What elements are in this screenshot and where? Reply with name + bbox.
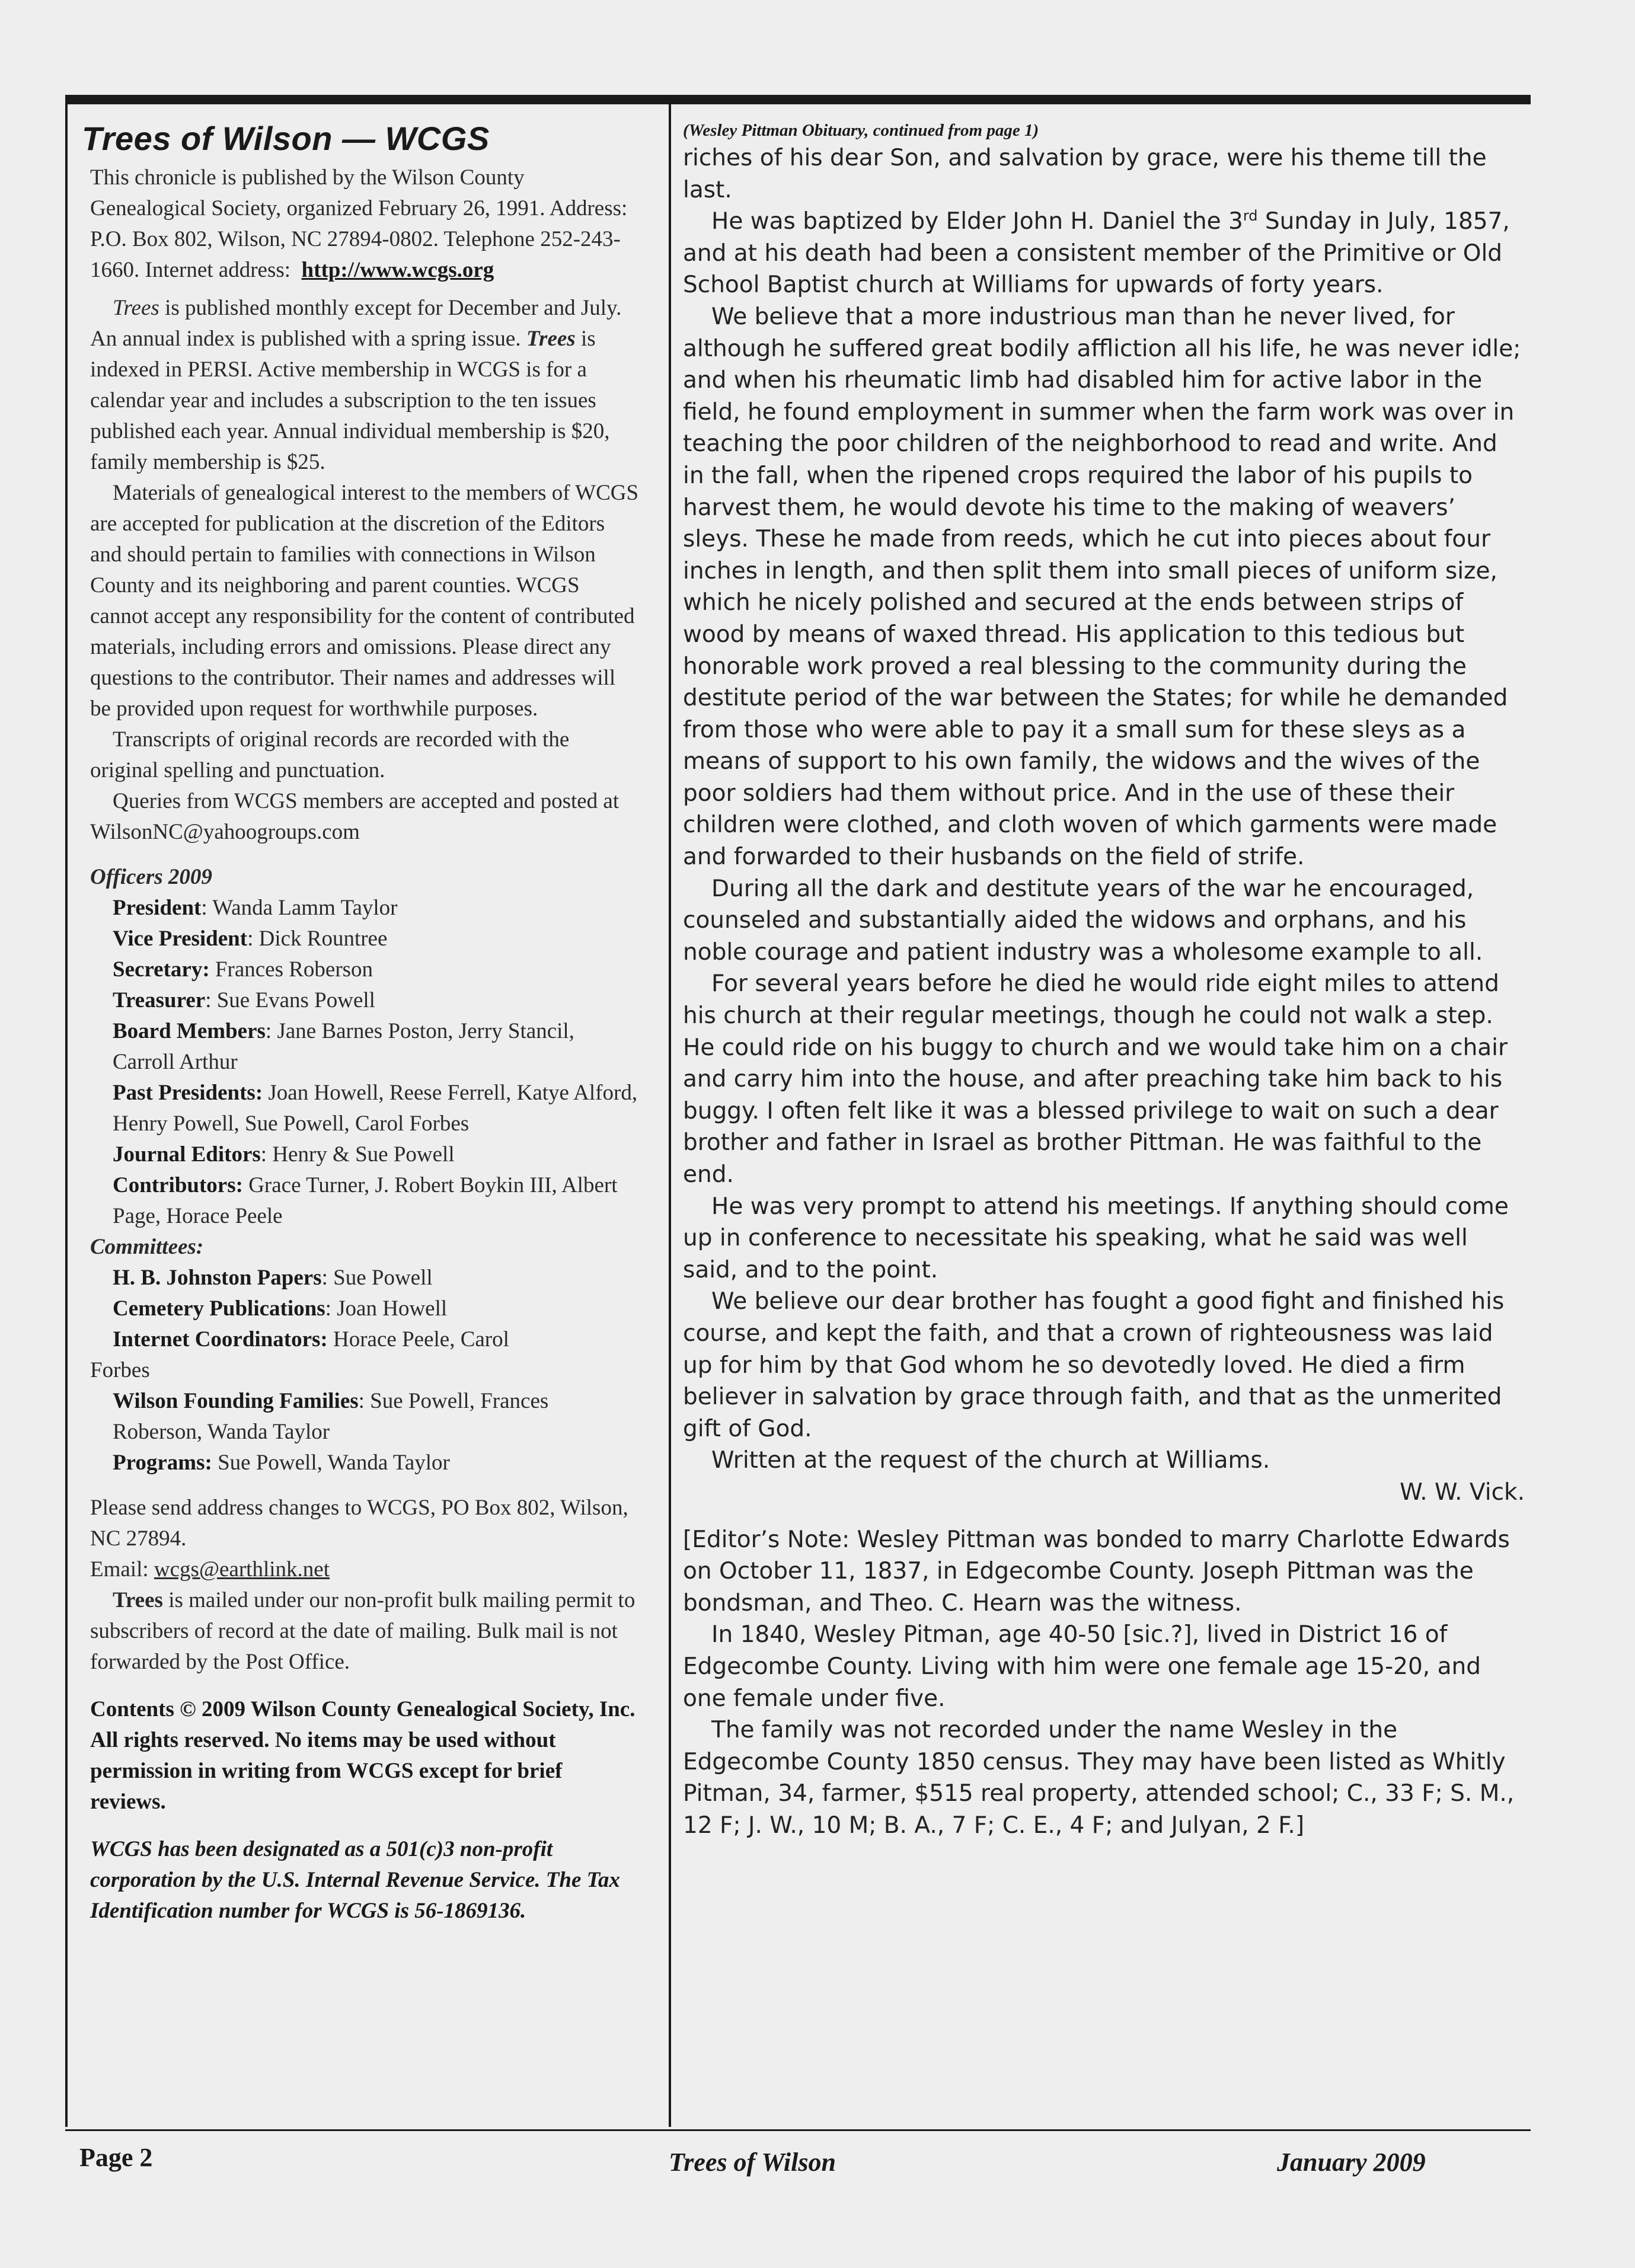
role-value: Grace Turner, J. Robert Boykin III, Albert Page, Horace Peele [113,1173,618,1228]
role-value: : Sue Powell [321,1266,433,1290]
role-value: : Wanda Lamm Taylor [201,896,398,920]
role-label: Vice President [113,927,248,951]
footer-title: Trees of Wilson [669,2148,836,2177]
ordinal-suffix: rd [1243,207,1258,225]
role-label: Wilson Founding Families [113,1389,359,1413]
role-value: : Sue Evans Powell [205,988,375,1012]
obituary-signature: W. W. Vick. [1400,1478,1525,1506]
email-link[interactable]: wcgs@earthlink.net [154,1557,330,1582]
role-value: : Henry & Sue Powell [260,1142,455,1167]
committee-programs [90,1448,641,1478]
officer-president [90,893,641,924]
continued-header: (Wesley Pittman Obituary, continued from page 1) [683,121,1039,140]
top-rule [65,95,1531,104]
mailing-text: is mailed under our non-profit bulk mailing permit to subscribers of record at the date of mailing. Bulk mail is not forwarded by the Post Office. [90,1588,636,1674]
paragraph-text: He was baptized by Elder John H. Daniel the 3 [711,208,1243,235]
officers-heading: Officers 2009 [90,865,212,889]
paragraph-text: Sunday in July, 1857, and at his death had been a consistent member of the Primitive or Old School Baptist church at Williams for upwards of forty years. [683,208,1510,299]
bottom-rule [65,2129,1531,2131]
role-value: : Sue Powell, Frances Roberson, Wanda Taylor [113,1389,549,1444]
obituary-column [683,119,1525,1841]
masthead-title: Trees of Wilson — WCGS [82,120,490,157]
editor-note-paragraph: The family was not recorded under the name Wesley in the Edgecombe County 1850 census. They may have been listed as Whitly Pitman, 34, farmer, $515 real property, attended school; C., 33 F; S. M., 12 F; J. W., 10 M; B. A., 7 F; C. E., 4 F; and Julyan, 2 F.] [683,1717,1515,1839]
trees-name: Trees [113,296,159,320]
materials-paragraph: Materials of genealogical interest to the members of WCGS are accepted for publication at the discretion of the Editors and should pertain to families with connections in Wilson County and its neighboring and parent counties. WCGS cannot accept any responsibility for the content of contributed materials, including errors and omissions. Please direct any questions to the contributor. Their names and addresses will be provided upon request for worthwhile purposes. [90,481,639,721]
committee-internet-cont: Forbes [90,1358,150,1382]
obituary-paragraph: riches of his dear Son, and salvation by grace, were his theme till the last. [683,145,1487,203]
email-line [90,1554,641,1585]
role-label: Treasurer [113,988,206,1012]
officer-secretary [90,954,641,985]
page-footer [0,2142,1635,2190]
role-label: Cemetery Publications [113,1296,325,1321]
footer-date: January 2009 [1277,2148,1426,2177]
transcripts-paragraph: Transcripts of original records are recorded with the original spelling and punctuation. [90,727,570,782]
committee-cemetery [90,1293,641,1324]
committees-heading: Committees: [90,1235,204,1259]
published-text: is published monthly except for December and July. An annual index is published with a spring issue. [90,296,622,351]
role-label: H. B. Johnston Papers [113,1266,322,1290]
editor-note-paragraph: In 1840, Wesley Pitman, age 40-50 [sic.?], lived in District 16 of Edgecombe County. Living with him were one female age 15-20, and one female under five. [683,1621,1481,1712]
trees-name-2: Trees [526,327,576,351]
obituary-paragraph: We believe that a more industrious man than he never lived, for although he suffered great bodily affliction all his life, he was never idle; and when his rheumatic limb had disabled him for active labor in the field, he found employment in summer when the farm work was over in teaching the poor children of the neighborhood to read and write. And in the fall, when the ripened crops required the labor of his pupils to harvest them, he would devote his time to the making of weavers’ sleys. These he made from reeds, which he cut into pieces about four inches in length, and then split them into small pieces of uniform size, which he nicely polished and secured at the ends between strips of wood by means of waxed thread. His application to this tedious but honorable work proved a real blessing to the community during the destitute period of the war between the States; for while he demanded from those who were able to pay it a small sum for these sleys as a means of support to his own family, the widows and the wives of the poor soldiers had them without price. And in the use of these their children were clothed, and cloth woven of which garments were made and forwarded to their husbands on the field of strife. [683,303,1521,871]
obituary-paragraph: During all the dark and destitute years of the war he encouraged, counseled and substantially aided the widows and orphans, and his noble courage and patient industry was a wholesome example to all. [683,875,1483,966]
trees-name-3: Trees [113,1588,163,1612]
role-label: Secretary: [113,957,210,982]
role-label: President [113,896,202,920]
role-label: Internet Coordinators: [113,1327,328,1352]
role-label: Contributors: [113,1173,243,1197]
obituary-paragraph: For several years before he died he would ride eight miles to attend his church at their regular meetings, though he could not walk a step. He could ride on his buggy to church and we would take him on a chair and carry him into the house, and after preaching take him back to his buggy. I often felt like it was a blessed privilege to wait on such a dear brother and father in Israel as brother Pittman. He was faithful to the end. [683,970,1508,1188]
publication-paragraph [90,293,641,478]
committee-internet [90,1324,641,1355]
obituary-paragraph: He was very prompt to attend his meetings. If anything should come up in conference to necessitate his speaking, what he said was well said, and to the point. [683,1193,1509,1283]
officer-journal-editors [90,1139,641,1170]
intro-paragraph [90,162,641,286]
role-value: : Jane Barnes Poston, Jerry Stancil, Carroll Arthur [113,1019,574,1074]
left-rule [65,95,68,2127]
role-label: Journal Editors [113,1142,261,1167]
masthead-column [82,116,641,1927]
email-label: Email: [90,1557,149,1582]
role-value: Sue Powell, Wanda Taylor [212,1451,450,1475]
indexed-text: is indexed in PERSI. Active membership in WCGS is for a calendar year and includes a subscription to the ten issues published each year. Annual individual membership is $20, family membership is $25. [90,327,610,474]
intro-text: This chronicle is published by the Wilson County Genealogical Society, organized February 26, 1991. Address: P.O. Box 802, Wilson, NC 27894-0802. Telephone 252-243-1660. Internet address: [90,165,628,282]
editor-note-paragraph: [Editor’s Note: Wesley Pittman was bonded to marry Charlotte Edwards on October 11, 1837, in Edgecombe County. Joseph Pittman was the bondsman, and Theo. C. Hearn was the witness. [683,1526,1510,1617]
mailing-paragraph [90,1585,641,1678]
officer-contributors [90,1170,641,1232]
obituary-paragraph: We believe our dear brother has fought a good fight and finished his course, and kept the faith, and that a crown of righteousness was laid up for him by that God whom he so devotedly loved. He died a firm believer in salvation by grace through faith, and that as the unmerited gift of God. [683,1288,1505,1442]
officer-board-members [90,1016,641,1078]
address-change-text: Please send address changes to WCGS, PO Box 802, Wilson, NC 27894. [90,1496,628,1551]
role-value: : Dick Rountree [247,927,388,951]
role-value: Horace Peele, Carol [327,1327,509,1352]
obituary-paragraph [683,206,1525,301]
role-label: Board Members [113,1019,266,1043]
committee-founding-families [90,1386,641,1448]
role-label: Past Presidents: [113,1081,263,1105]
copyright-notice: Contents © 2009 Wilson County Genealogical Society, Inc. All rights reserved. No items may be used without permission in writing from WCGS except for brief reviews. [90,1697,636,1814]
column-divider [669,95,671,2127]
website-link[interactable]: http://www.wcgs.org [301,258,494,282]
role-value: : Joan Howell [325,1296,448,1321]
role-value: Frances Roberson [209,957,373,982]
obituary-paragraph: Written at the request of the church at Williams. [711,1447,1270,1474]
tax-status-note: WCGS has been designated as a 501(c)3 non-profit corporation by the U.S. Internal Revenue Service. The Tax Identification number for WCGS is 56-1869136. [90,1837,620,1923]
queries-paragraph: Queries from WCGS members are accepted and posted at WilsonNC@yahoogroups.com [90,789,619,844]
role-value: Joan Howell, Reese Ferrell, Katye Alford, Henry Powell, Sue Powell, Carol Forbes [113,1081,638,1136]
role-label: Programs: [113,1451,212,1475]
officer-vice-president [90,924,641,954]
page-number: Page 2 [79,2143,153,2172]
committee-hb-johnston [90,1263,641,1293]
officer-treasurer [90,985,641,1016]
officer-past-presidents [90,1078,641,1139]
